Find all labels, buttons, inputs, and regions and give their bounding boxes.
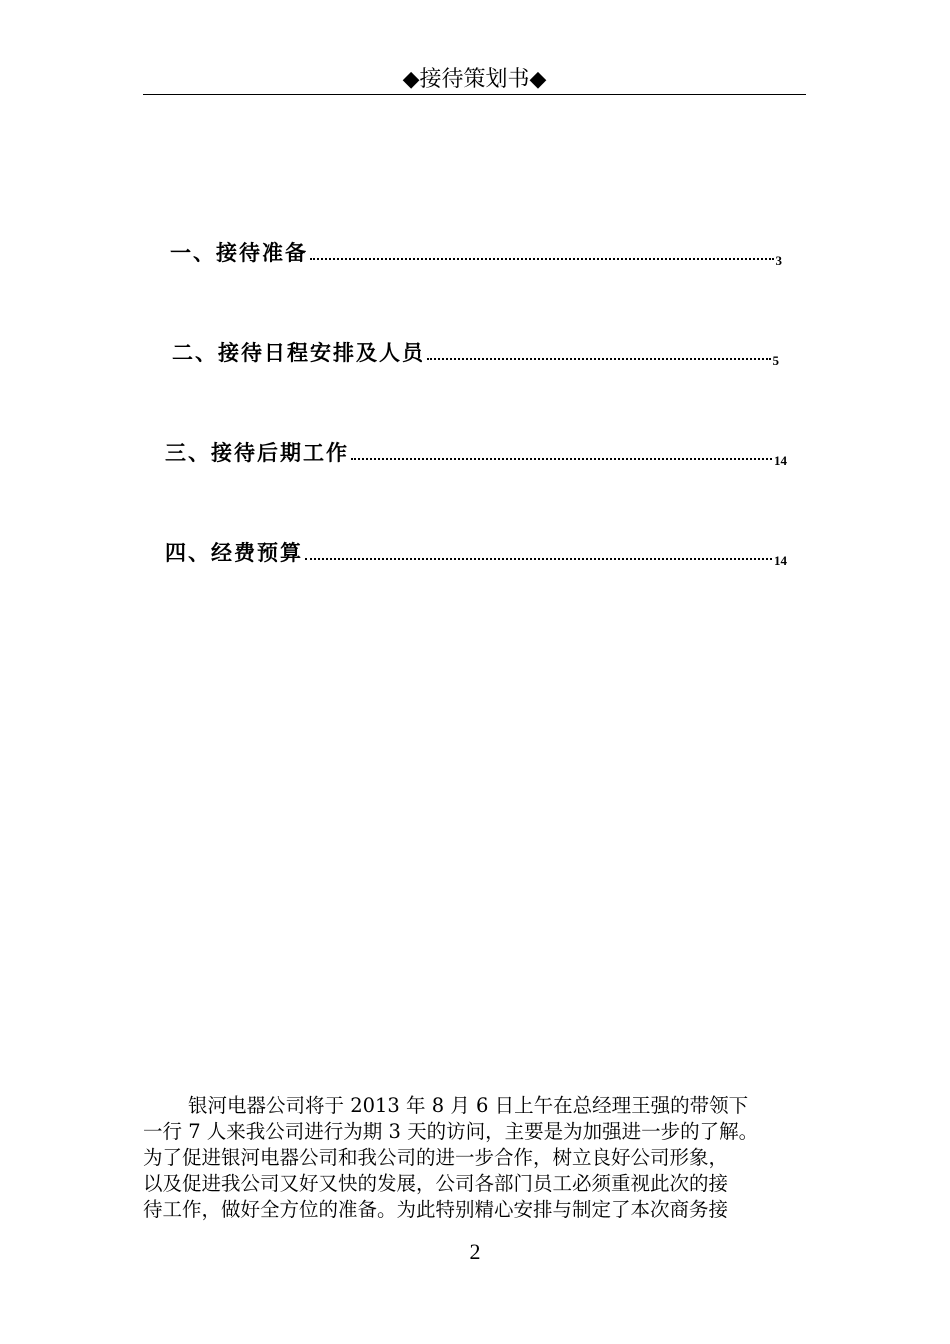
body-line: 银河电器公司将于 2013 年 8 月 6 日上午在总经理王强的带领下 [188,1094,749,1117]
toc-entry[interactable] [165,534,787,568]
page-header-title: ◆接待策划书◆ [402,67,547,92]
header-rule [143,94,806,95]
toc-dot-leader [305,558,772,560]
page-number: 2 [469,1239,481,1264]
body-line: 待工作，做好全方位的准备。为此特别精心安排与制定了本次商务接 [143,1198,729,1221]
toc-entry[interactable] [165,434,787,468]
toc-entry-label: 四、经费预算 [165,541,303,565]
body-line: 一行 7 人来我公司进行为期 3 天的访问，主要是为加强进一步的了解。 [143,1120,759,1143]
toc-entry-page: 3 [775,253,782,268]
toc-entry-label: 一、接待准备 [170,241,308,265]
toc-entry-label: 二、接待日程安排及人员 [172,341,425,365]
toc-entry[interactable] [170,234,782,268]
toc-dot-leader [427,358,771,360]
toc-entry-page: 5 [772,353,779,368]
body-line: 为了促进银河电器公司和我公司的进一步合作，树立良好公司形象， [143,1146,729,1169]
body-line: 以及促进我公司又好又快的发展，公司各部门员工必须重视此次的接 [143,1172,729,1195]
toc-dot-leader [351,458,772,460]
toc-entry[interactable] [172,334,779,368]
toc-entry-label: 三、接待后期工作 [165,441,349,465]
toc-entry-page: 14 [774,553,787,568]
toc-dot-leader [310,258,774,260]
toc-entry-page: 14 [774,453,787,468]
body-paragraph [143,1093,807,1223]
